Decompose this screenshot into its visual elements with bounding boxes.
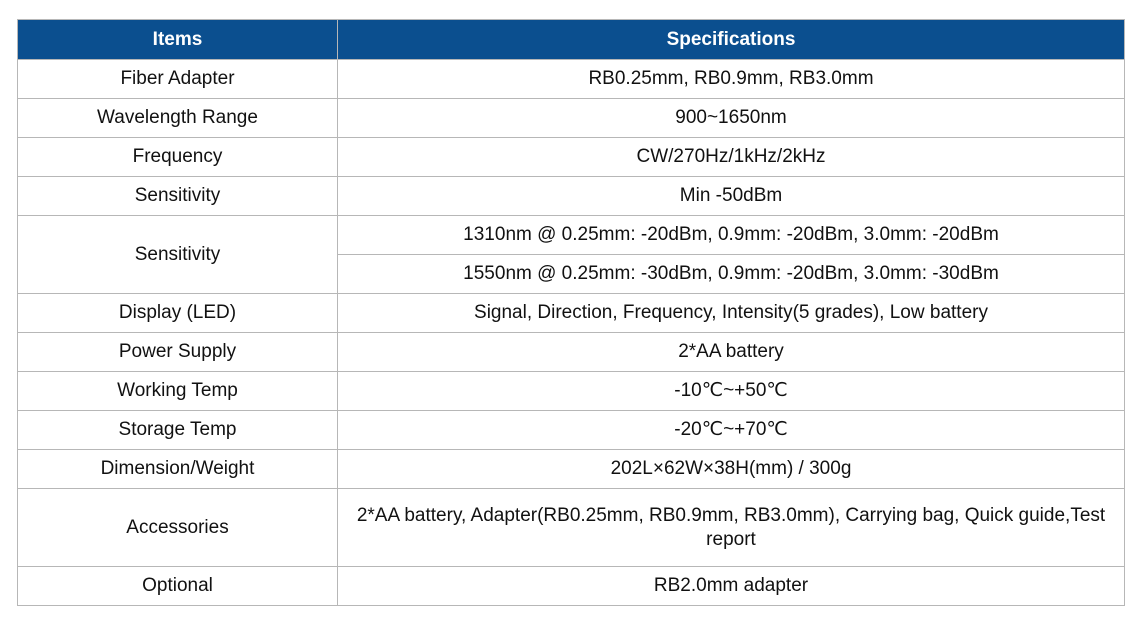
table-row — [18, 411, 1125, 450]
spec-cell: Signal, Direction, Frequency, Intensity(5 grades), Low battery — [338, 294, 1125, 333]
item-cell: Working Temp — [18, 372, 338, 411]
spec-cell: 2*AA battery — [338, 333, 1125, 372]
item-cell: Wavelength Range — [18, 99, 338, 138]
spec-cell: RB2.0mm adapter — [338, 567, 1125, 606]
specifications-table — [17, 19, 1125, 606]
item-cell: Power Supply — [18, 333, 338, 372]
item-cell: Sensitivity — [18, 177, 338, 216]
item-cell: Accessories — [18, 489, 338, 567]
table-row — [18, 216, 1125, 255]
table-row — [18, 138, 1125, 177]
item-cell: Optional — [18, 567, 338, 606]
table-row — [18, 294, 1125, 333]
spec-cell: 2*AA battery, Adapter(RB0.25mm, RB0.9mm, RB3.0mm), Carrying bag, Quick guide,Test report — [338, 489, 1125, 567]
item-cell: Frequency — [18, 138, 338, 177]
spec-cell: -10℃~+50℃ — [338, 372, 1125, 411]
table-row — [18, 567, 1125, 606]
item-cell: Storage Temp — [18, 411, 338, 450]
table-row — [18, 489, 1125, 567]
item-cell: Dimension/Weight — [18, 450, 338, 489]
spec-cell: Min -50dBm — [338, 177, 1125, 216]
spec-cell: CW/270Hz/1kHz/2kHz — [338, 138, 1125, 177]
table-row — [18, 333, 1125, 372]
item-cell: Fiber Adapter — [18, 60, 338, 99]
table-row — [18, 372, 1125, 411]
spec-cell: 1550nm @ 0.25mm: -30dBm, 0.9mm: -20dBm, 3.0mm: -30dBm — [338, 255, 1125, 294]
spec-table-container — [17, 19, 1124, 606]
spec-cell: 1310nm @ 0.25mm: -20dBm, 0.9mm: -20dBm, 3.0mm: -20dBm — [338, 216, 1125, 255]
table-header-row — [18, 20, 1125, 60]
table-row — [18, 177, 1125, 216]
item-cell: Display (LED) — [18, 294, 338, 333]
table-row — [18, 450, 1125, 489]
item-cell: Sensitivity — [18, 216, 338, 294]
spec-cell: 900~1650nm — [338, 99, 1125, 138]
spec-cell: 202L×62W×38H(mm) / 300g — [338, 450, 1125, 489]
spec-cell: -20℃~+70℃ — [338, 411, 1125, 450]
header-items: Items — [18, 20, 338, 60]
spec-cell: RB0.25mm, RB0.9mm, RB3.0mm — [338, 60, 1125, 99]
header-specifications: Specifications — [338, 20, 1125, 60]
table-row — [18, 99, 1125, 138]
table-row — [18, 60, 1125, 99]
